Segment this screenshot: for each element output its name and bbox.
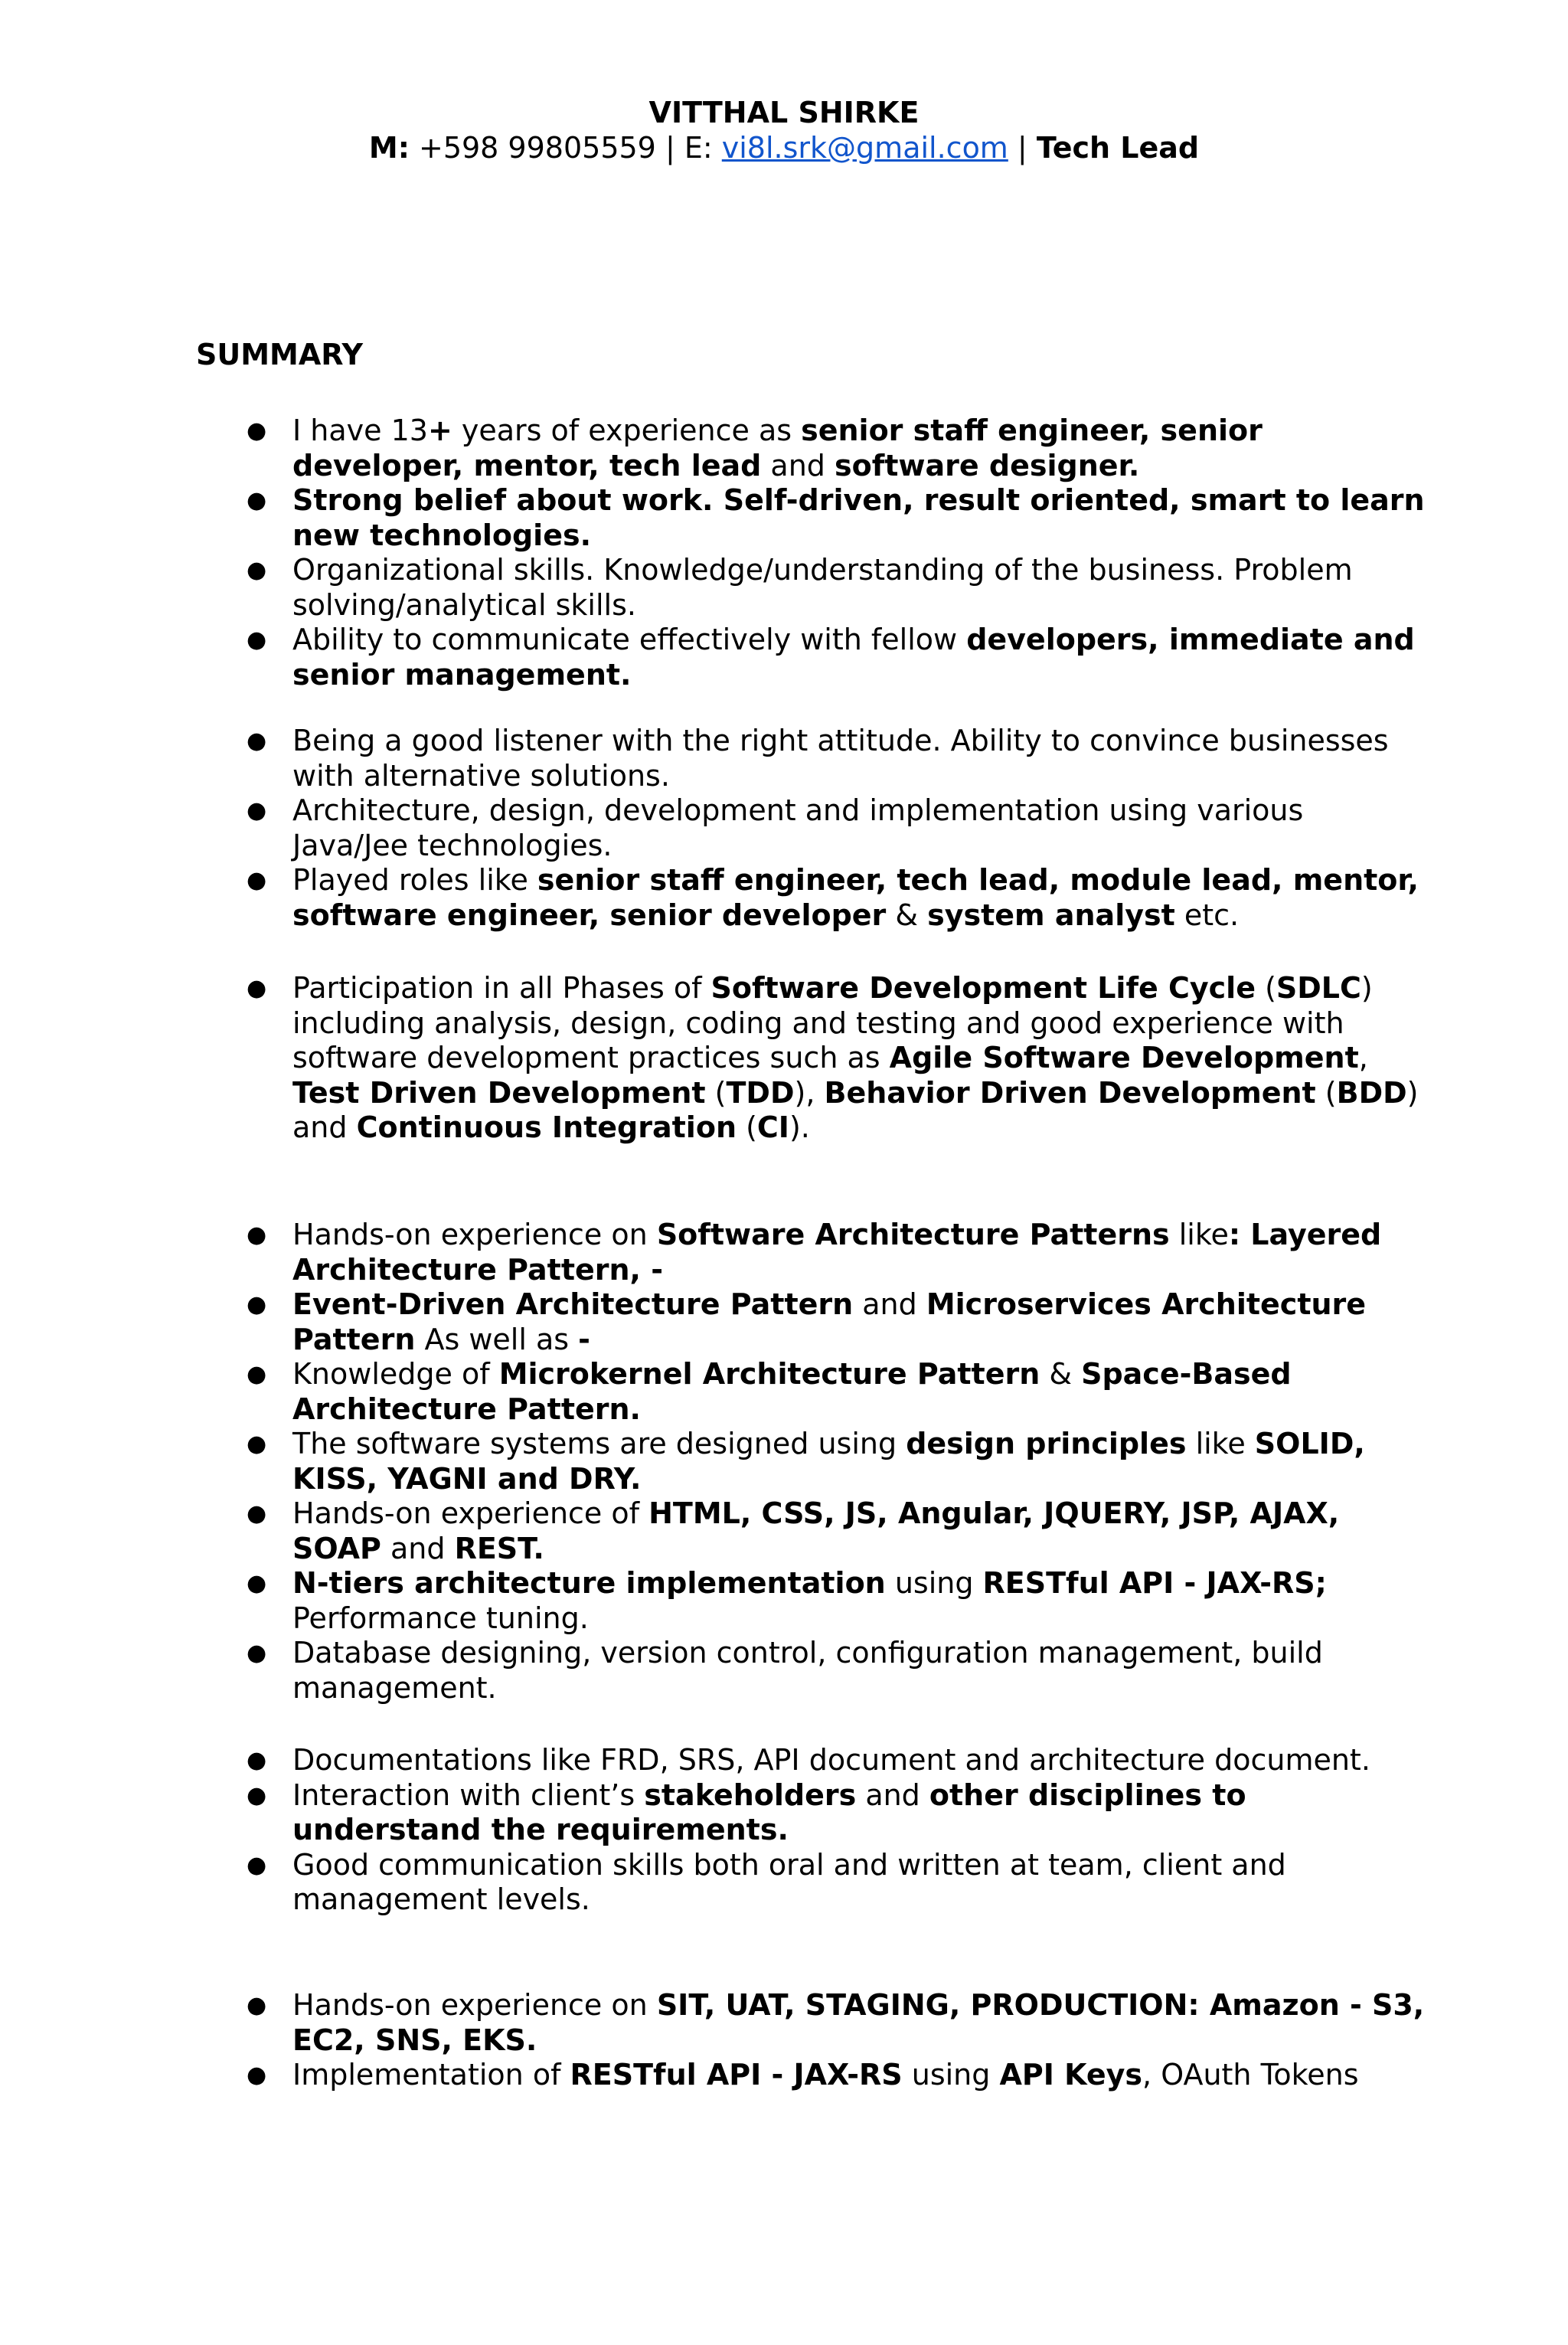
summary-bullet — [0, 1427, 1426, 1496]
bullet-text: & — [886, 898, 928, 932]
summary-bullet — [0, 1357, 1426, 1427]
bullet-text: Knowledge of — [292, 1357, 499, 1391]
bullet-bold-text: Behavior Driven Development — [824, 1075, 1316, 1110]
bullet-text: , — [1358, 1041, 1368, 1074]
bullet-text: using — [902, 2058, 1000, 2092]
summary-bullet — [0, 971, 1426, 1146]
summary-bullet — [0, 553, 1426, 623]
bullet-text: Hands-on experience of — [292, 1496, 649, 1530]
bullet-bold-text: - — [578, 1322, 590, 1356]
bullet-dot-icon: ● — [247, 487, 267, 514]
bullet-text: and — [761, 448, 835, 482]
bullet-dot-icon: ● — [247, 1747, 267, 1774]
bullet-text: & — [1040, 1357, 1082, 1391]
bullet-bold-text: senior staff engineer, tech lead, module lead, mentor, software engineer, senior developer — [292, 863, 1419, 932]
bullet-bold-text: RESTful API - JAX-RS; — [982, 1566, 1327, 1600]
summary-bullet — [0, 1988, 1426, 2058]
bullet-text: ). — [789, 1110, 810, 1144]
bullet-text: etc. — [1174, 898, 1240, 932]
bullet-bold-text: SIT, UAT, STAGING, PRODUCTION: Amazon - S3, EC2, SNS, EKS. — [292, 1988, 1425, 2057]
bullet-bold-text: SOLID, KISS, YAGNI and DRY. — [292, 1427, 1365, 1496]
bullet-text: ( — [737, 1110, 757, 1144]
bullet-dot-icon: ● — [247, 1851, 267, 1879]
summary-heading: SUMMARY — [196, 338, 363, 371]
bullet-dot-icon: ● — [247, 1500, 267, 1527]
bullet-bold-text: Continuous Integration — [356, 1110, 737, 1144]
summary-bullet — [0, 1743, 1426, 1778]
bullet-bold-text: API Keys — [999, 2058, 1143, 2092]
bullet-text: ( — [1255, 971, 1276, 1005]
summary-bullet — [0, 1287, 1426, 1357]
bullet-dot-icon: ● — [247, 1640, 267, 1666]
bullet-text: Played roles like — [292, 863, 537, 897]
bullet-bold-text: other disciplines to understand the requirements. — [292, 1778, 1246, 1846]
resume-header — [0, 95, 1568, 165]
bullet-bold-text: SDLC — [1276, 971, 1361, 1005]
bullet-bold-text: : Layered Architecture Pattern, - — [292, 1218, 1382, 1287]
email-link[interactable]: vi8l.srk@gmail.com — [721, 131, 1008, 165]
bullet-text: and — [381, 1531, 455, 1565]
bullet-dot-icon: ● — [247, 1781, 267, 1809]
bullet-text: Good communication skills both oral and written at team, client and management levels. — [292, 1847, 1286, 1916]
bullet-bold-text: Agile Software Development — [889, 1041, 1359, 1074]
bullet-text: ), — [794, 1075, 825, 1110]
bullet-text: , OAuth Tokens — [1142, 2058, 1359, 2092]
bullet-bold-text: design principles — [906, 1427, 1187, 1460]
bullet-dot-icon: ● — [247, 1570, 267, 1597]
candidate-name: VITTHAL SHIRKE — [648, 96, 920, 129]
bullet-text: Ability to communicate effectively with fellow — [292, 623, 967, 656]
mobile-number: +598 99805559 — [418, 131, 656, 165]
bullet-text: I have 13 — [292, 414, 428, 447]
bullet-dot-icon: ● — [247, 728, 267, 754]
bullet-dot-icon: ● — [247, 1992, 267, 2019]
bullet-dot-icon: ● — [247, 2062, 267, 2088]
bullet-dot-icon: ● — [247, 417, 267, 444]
summary-bullet — [0, 623, 1426, 692]
summary-bullet — [0, 2058, 1426, 2093]
bullet-bold-text: Microkernel Architecture Pattern — [498, 1357, 1040, 1391]
bullet-text: years of experience as — [452, 414, 802, 447]
bullet-text: Participation in all Phases of — [292, 971, 711, 1005]
summary-bullet — [0, 1778, 1426, 1848]
bullet-text: Being a good listener with the right attitude. Ability to convince businesses with alternative solutions. — [292, 724, 1389, 793]
bullet-bold-text: Event-Driven Architecture Pattern — [292, 1287, 854, 1321]
bullet-dot-icon: ● — [247, 797, 267, 824]
bullet-text: ( — [1315, 1075, 1337, 1110]
bullet-text: like — [1169, 1218, 1229, 1251]
bullet-text: and — [853, 1287, 926, 1321]
bullet-text: Hands-on experience on — [292, 1218, 657, 1251]
bullet-bold-text: Microservices Architecture Pattern — [292, 1287, 1367, 1356]
bullet-text: Documentations like FRD, SRS, API document and architecture document. — [292, 1743, 1370, 1777]
bullet-bold-text: BDD — [1336, 1075, 1407, 1110]
bullet-bold-text: RESTful API - JAX-RS — [570, 2058, 903, 2092]
bullet-bold-text: TDD — [726, 1075, 795, 1110]
summary-group-1 — [0, 414, 1568, 692]
bullet-text: Implementation of — [292, 2058, 570, 2092]
bullet-dot-icon: ● — [247, 1431, 267, 1457]
bullet-text: Organizational skills. Knowledge/understanding of the business. Problem solving/analytical skills. — [292, 553, 1353, 622]
bullet-text: The software systems are designed using — [292, 1427, 906, 1460]
bullet-dot-icon: ● — [247, 1291, 267, 1318]
bullet-bold-text: developers, immediate and senior management. — [292, 623, 1415, 692]
bullet-text: Hands-on experience on — [292, 1988, 657, 2022]
bullet-bold-text: HTML, CSS, JS, Angular, JQUERY, JSP, AJAX, SOAP — [292, 1496, 1340, 1565]
bullet-bold-text: Test Driven Development — [292, 1075, 706, 1110]
bullet-text: and — [856, 1778, 929, 1812]
summary-group-3 — [0, 971, 1568, 1146]
summary-bullet — [0, 1218, 1426, 1287]
bullet-text: Performance tuning. — [292, 1601, 589, 1635]
bullet-text: using — [885, 1566, 983, 1600]
summary-group-6 — [0, 1988, 1568, 2093]
bullet-dot-icon: ● — [247, 867, 267, 894]
summary-bullet — [0, 1636, 1426, 1706]
separator: | — [1017, 131, 1027, 165]
bullet-bold-text: N-tiers architecture implementation — [292, 1566, 886, 1600]
contact-line — [0, 130, 1568, 165]
bullet-bold-text: Software Development Life Cycle — [710, 971, 1256, 1005]
bullet-text: Database designing, version control, configuration management, build management. — [292, 1636, 1323, 1705]
bullet-text: Interaction with client’s — [292, 1778, 645, 1812]
bullet-bold-text: Space-Based Architecture Pattern. — [292, 1357, 1292, 1426]
bullet-text: ( — [705, 1075, 727, 1110]
separator: | — [665, 131, 675, 165]
summary-bullet — [0, 414, 1426, 483]
bullet-dot-icon: ● — [247, 975, 267, 1002]
bullet-bold-text: stakeholders — [644, 1778, 857, 1812]
bullet-bold-text: software designer. — [835, 448, 1140, 482]
bullet-text: ) and — [292, 1075, 1419, 1144]
bullet-bold-text: CI — [756, 1110, 789, 1144]
summary-bullet — [0, 793, 1426, 863]
bullet-text: like — [1186, 1427, 1255, 1460]
summary-bullet — [0, 1566, 1426, 1636]
summary-bullet — [0, 483, 1426, 553]
bullet-dot-icon: ● — [247, 626, 267, 653]
job-title: Tech Lead — [1036, 131, 1200, 165]
bullet-dot-icon: ● — [247, 1361, 267, 1388]
summary-bullet — [0, 724, 1426, 793]
summary-bullet — [0, 863, 1426, 933]
bullet-bold-text: Strong belief about work. Self-driven, result oriented, smart to learn new technologies. — [292, 483, 1425, 552]
bullet-dot-icon: ● — [247, 557, 267, 584]
bullet-text: Architecture, design, development and implementation using various Java/Jee technologies. — [292, 793, 1304, 862]
summary-bullet — [0, 1496, 1426, 1566]
bullet-bold-text: + — [427, 414, 452, 447]
email-label: E: — [684, 131, 713, 165]
summary-bullet — [0, 1848, 1426, 1918]
mobile-label: M: — [368, 131, 410, 165]
summary-group-5 — [0, 1743, 1568, 1918]
summary-group-2 — [0, 724, 1568, 933]
bullet-bold-text: Software Architecture Patterns — [656, 1218, 1170, 1251]
bullet-bold-text: system analyst — [927, 898, 1175, 932]
bullet-bold-text: senior staff engineer, senior developer, mentor, tech lead — [292, 414, 1263, 482]
summary-group-4 — [0, 1218, 1568, 1706]
bullet-dot-icon: ● — [247, 1222, 267, 1248]
bullet-bold-text: REST. — [454, 1531, 544, 1565]
bullet-text: ) including analysis, design, coding and testing and good experience with software development practices such as — [292, 971, 1373, 1074]
bullet-text: As well as — [415, 1322, 579, 1356]
